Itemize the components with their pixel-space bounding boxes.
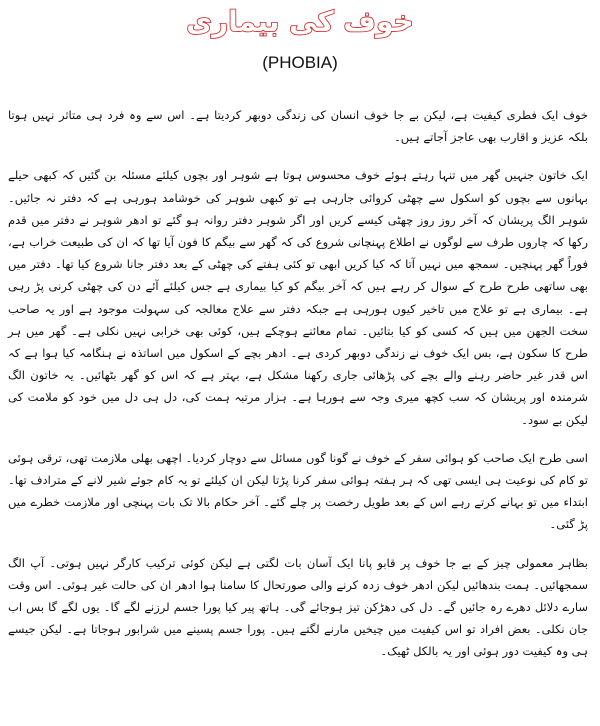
paragraph-housewife-story: ایک خاتون جنہیں گھر میں تنہا رہتے ہوئے خوف محسوس ہوتا ہے شوہر اور بچوں کیلئے مسئلہ بن گئیں کہ کبھی حیلے بہانوں سے بچوں کو اسکول سے چھٹی کروائی جارہی ہے تو کبھی شوہر کی خوشامد ہورہی ہے کہ دفتر نہ جائیں۔ شوہر الگ پریشان کہ آخر روز روز چھٹی کیسے کریں اور اگر شوہر دفتر روانہ ہو گئے تو ادھر شوہر نے دفتر میں قدم رکھا کہ چاروں طرف سے لوگوں نے اطلاع پہنچانی شروع کی کہ گھر سے بیگم کا فون آیا تھا کہ ان کی طبیعت خراب ہے، فوراً گھر پہنچیں۔ سمجھ میں نہیں آتا کہ کیا کریں ابھی تو کئی ہفتے کی چھٹی کے بعد دفتر جانا شروع کیا تھا۔ دفتر میں بھی ساتھی طرح طرح کے سوال کر رہے ہیں کہ آخر بیگم کو کیا بیماری ہے جس کیلئے آئے دن کی چھٹی کرنی پڑ رہی ہے۔ بیماری ہے تو علاج میں تاخیر کیوں ہورہی ہے جبکہ دفتر سے علاج معالجہ کی سہولت موجود ہے اور یہ صاحب سخت الجھن میں ہیں کہ کسی کو کیا بتائیں۔ تمام معائنے ہوچکے ہیں، کوئی بھی خرابی نہیں نکلی ہے۔ گھر میں ہر طرح کا سکون ہے، بس ایک خوف نے زندگی دوبھر کردی ہے۔ ادھر بچے کے اسکول میں اساتذہ نے ہنگامہ کیا ہوا ہے کہ اس قدر غیر حاضر رہنے والے بچے کی پڑھائی جاری رکھنا مشکل ہے، بہتر ہے کہ اس کو گھر بٹھائیں۔ یہ خاتون الگ شرمندہ اور پریشان کہ سب کچھ میری وجہ سے ہورہا ہے۔ ہزار مرتبہ ہمت کی، دل ہی دل میں خود کو ملامت کی لیکن بے سود۔ [8,168,588,427]
paragraph-intro: خوف ایک فطری کیفیت ہے، لیکن بے جا خوف انسان کی زندگی دوبھر کردیتا ہے۔ اس سے وہ فرد ہی متاثر نہیں ہوتا بلکہ عزیز و اقارب بھی عاجز آجاتے ہیں۔ [8,108,588,145]
article-body [8,104,588,663]
paragraph-symptoms: بظاہر معمولی چیز کے بے جا خوف پر قابو پانا ایک آسان بات لگتی ہے لیکن کوئی ترکیب کارگر نہیں ہوتی۔ آپ الگ سمجھائیں۔ ہمت بندھائیں لیکن ادھر خوف زدہ کرنے والی صورتحال کا سامنا ہوا ادھر ان کی حالت غیر ہوئی۔ اس وقت سارے دلائل دھرے رہ جائیں گے۔ دل کی دھڑکن تیز ہوجائے گی۔ ہاتھ پیر کیا پورا جسم لرزنے لگے گا۔ یوں لگے گا بس اب جان نکلی۔ بعض افراد تو اس کیفیت میں چیخیں مارنے لگتے ہیں۔ پورا جسم پسینے میں شرابور ہوجاتا ہے۔ لیکن جیسے ہی وہ کیفیت دور ہوئی اور یہ بالکل ٹھیک۔ [8,555,588,659]
article-title: خوف کی بیماری [186,5,414,38]
paragraph-air-travel-story: اسی طرح ایک صاحب کو ہوائی سفر کے خوف نے گونا گوں مسائل سے دوچار کردیا۔ اچھی بھلی ملازمت تھی، ترقی ہوئی تو کام کی نوعیت ہی ایسی تھی کہ ہر ہفتہ ہوائی سفر کرنا پڑتا لیکن ان کیلئے تو یہ کام جوئے شیر لانے کے مترادف تھا۔ ابتداء میں تو بہانے کرتے رہے اس کے بعد طویل رخصت پر چلے گئے۔ آخر حکام بالا تک بات پہنچی اور ملازمت خطرے میں پڑ گئی۔ [8,450,588,532]
article-subtitle: (PHOBIA) [262,53,338,72]
